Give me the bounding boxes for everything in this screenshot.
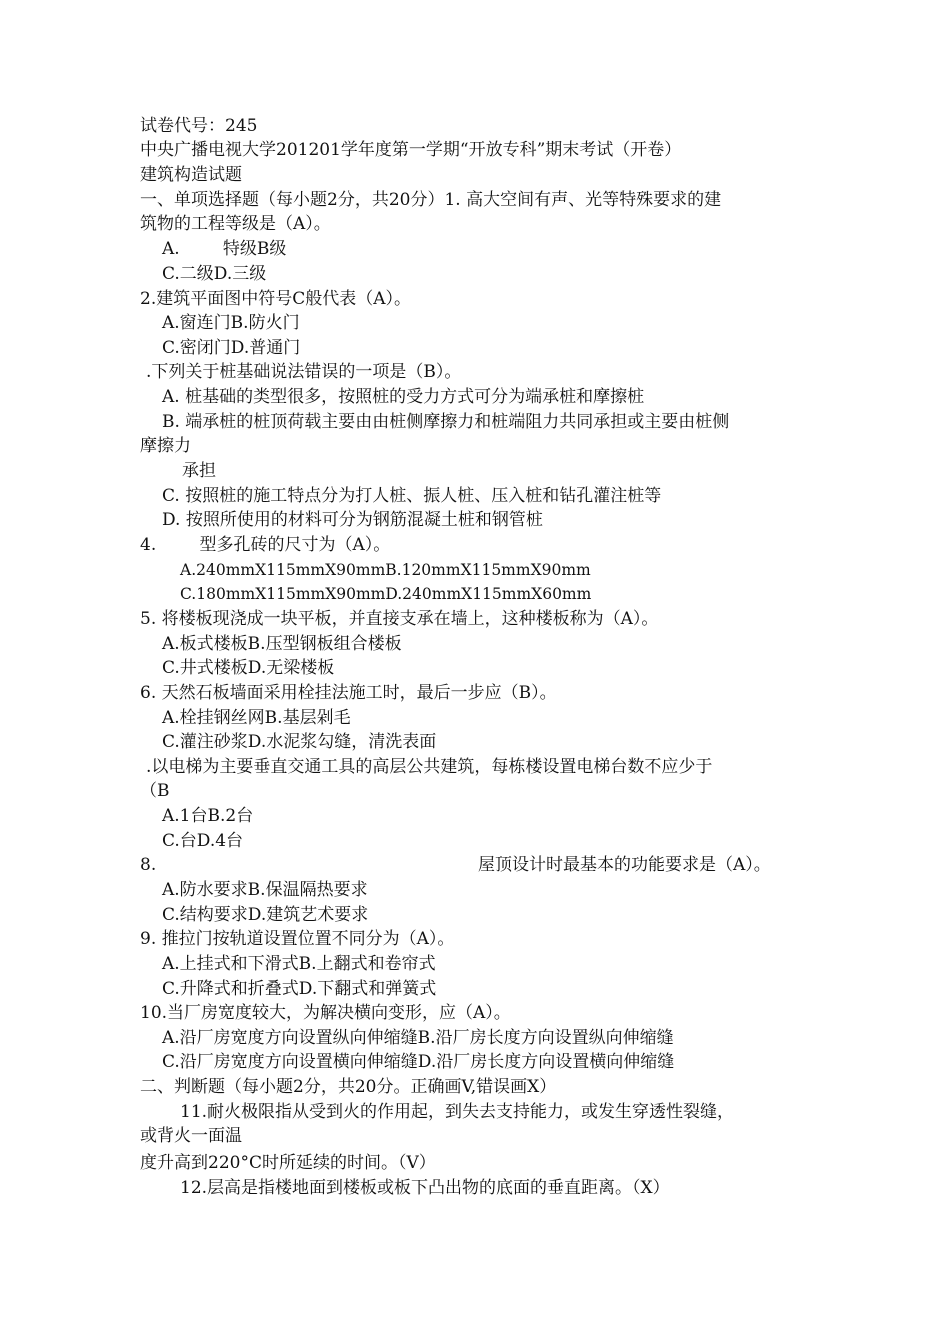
question-text: 度升高到220°C时所延续的时间。（V） <box>140 1153 436 1173</box>
question-text: 或背火一面温 <box>140 1126 242 1146</box>
question-text: 12.层高是指楼地面到楼板或板下凸出物的底面的垂直距离。（X） <box>180 1178 670 1198</box>
question-number: 8. <box>140 855 157 875</box>
answer-option: C.升降式和折叠式D.下翻式和弹簧式 <box>162 979 437 999</box>
answer-option: A.栓挂钢丝网B.基层剁毛 <box>162 708 351 728</box>
question-text: 4. 型多孔砖的尺寸为（A）。 <box>140 535 391 555</box>
question-text: 9. 推拉门按轨道设置位置不同分为（A）。 <box>140 929 455 949</box>
answer-option: C.密闭门D.普通门 <box>162 338 301 358</box>
answer-option: A. 特级B级 <box>162 239 287 259</box>
answer-option: C.台D.4台 <box>162 831 244 851</box>
exam-code: 试卷代号：245 <box>140 116 258 136</box>
answer-option: A.窗连门B.防火门 <box>162 313 300 333</box>
answer-option: C.井式楼板D.无梁楼板 <box>162 658 335 678</box>
answer-option: C.180mmX115mmX90mmD.240mmX115mmX60mm <box>180 585 592 603</box>
answer-option: B. 端承桩的桩顶荷载主要由由桩侧摩擦力和桩端阻力共同承担或主要由桩侧 <box>162 412 730 432</box>
answer-option: C.沿厂房宽度方向设置横向伸缩缝D.沿厂房长度方向设置横向伸缩缝 <box>162 1052 675 1072</box>
answer-option: A.沿厂房宽度方向设置纵向伸缩缝B.沿厂房长度方向设置纵向伸缩缝 <box>162 1028 674 1048</box>
exam-header: 中央广播电视大学201201学年度第一学期“开放专科”期末考试（开卷） <box>140 140 682 160</box>
question-text: 2.建筑平面图中符号C般代表（A）。 <box>140 289 412 309</box>
section-heading: 一、单项选择题（每小题2分，共20分）1. 高大空间有声、光等特殊要求的建 <box>140 190 722 210</box>
answer-option: C.灌注砂浆D.水泥浆勾缝，清洗表面 <box>162 732 437 752</box>
question-text: .以电梯为主要垂直交通工具的高层公共建筑，每栋楼设置电梯台数不应少于 <box>146 757 713 777</box>
question-text: 屋顶设计时最基本的功能要求是（A）。 <box>478 855 771 875</box>
answer-option: A.防水要求B.保温隔热要求 <box>162 880 368 900</box>
answer-option: C.结构要求D.建筑艺术要求 <box>162 905 369 925</box>
answer-option: A.上挂式和下滑式B.上翻式和卷帘式 <box>162 954 436 974</box>
section-heading: 二、判断题（每小题2分，共20分。正确画V,错误画X） <box>140 1077 557 1097</box>
question-text: .下列关于桩基础说法错误的一项是（B）。 <box>146 362 462 382</box>
question-text: （B <box>140 781 170 801</box>
answer-option: C. 按照桩的施工特点分为打人桩、振人桩、压入桩和钻孔灌注桩等 <box>162 486 662 506</box>
question-text: 11.耐火极限指从受到火的作用起，到失去支持能力，或发生穿透性裂缝， <box>180 1102 735 1122</box>
answer-option: C.二级D.三级 <box>162 264 267 284</box>
question-text: 6. 天然石板墙面采用栓挂法施工时，最后一步应（B）。 <box>140 683 557 703</box>
question-text: 10.当厂房宽度较大，为解决横向变形，应（A）。 <box>140 1003 511 1023</box>
answer-option: D. 按照所使用的材料可分为钢筋混凝土桩和钢管桩 <box>162 510 543 530</box>
answer-option: 摩擦力 <box>140 436 191 456</box>
exam-title: 建筑构造试题 <box>140 165 242 185</box>
answer-option: A. 桩基础的类型很多，按照桩的受力方式可分为端承桩和摩擦桩 <box>162 387 645 407</box>
answer-option: 承担 <box>182 461 216 481</box>
question-text: 5. 将楼板现浇成一块平板，并直接支承在墙上，这种楼板称为（A）。 <box>140 609 659 629</box>
answer-option: A.板式楼板B.压型钢板组合楼板 <box>162 634 402 654</box>
answer-option: A.1台B.2台 <box>162 806 254 826</box>
question-text: 筑物的工程等级是（A）。 <box>140 214 331 234</box>
answer-option: A.240mmX115mmX90mmB.120mmX115mmX90mm <box>180 561 591 579</box>
